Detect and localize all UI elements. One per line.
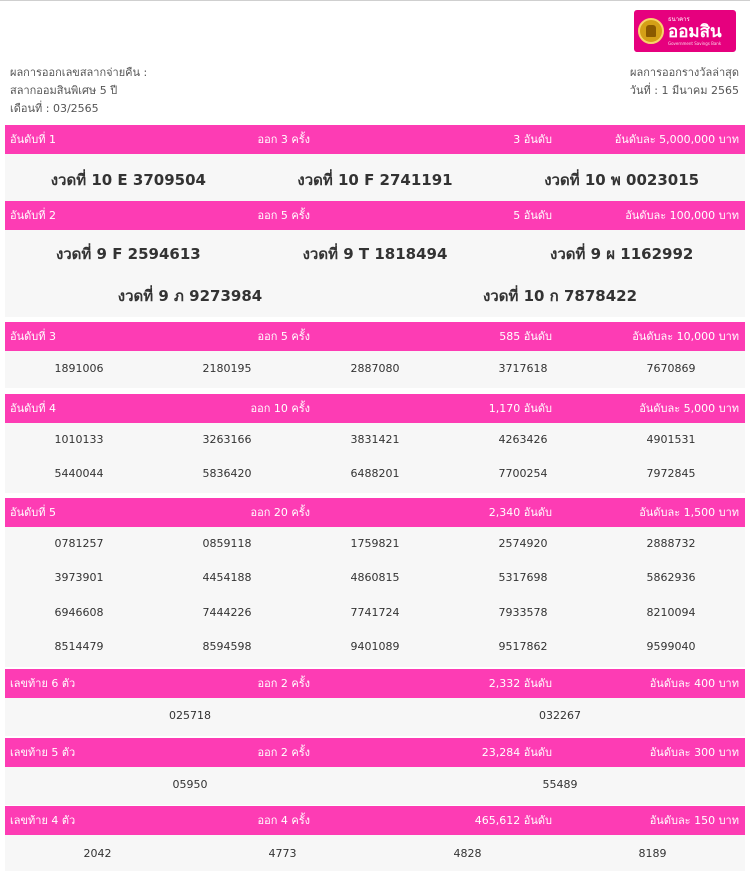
gsb-logo[interactable] <box>634 10 736 52</box>
prize-1-header <box>5 125 745 154</box>
winning-number: 7972845 <box>646 467 696 480</box>
winning-number: 5836420 <box>202 467 252 480</box>
winning-number: 9401089 <box>350 640 400 653</box>
prize-2-numbers <box>5 230 745 317</box>
prize-3-times: ออก 5 ครั้ง <box>257 330 310 343</box>
prize-5-numbers <box>5 527 745 667</box>
winning-number: 8594598 <box>202 640 252 653</box>
prize-5-row <box>5 640 745 654</box>
prize-4-row <box>5 467 745 481</box>
last6-count: 2,332 อันดับ <box>488 677 552 690</box>
latest-result-label: ผลการออกรางวัลล่าสุด <box>630 66 739 79</box>
winning-number: 5317698 <box>498 571 548 584</box>
prize-4-row <box>5 433 745 447</box>
last4-title: เลขท้าย 4 ตัว <box>10 814 76 827</box>
winning-number: 1891006 <box>54 362 104 375</box>
winning-number: 4860815 <box>350 571 400 584</box>
logo-name: ออมสิน <box>668 21 722 42</box>
winning-number: งวดที่ 10 ก 7878422 <box>482 287 638 305</box>
prize-2-row <box>5 244 745 264</box>
last4-amount: อันดับละ 150 บาท <box>649 814 739 827</box>
last4-row <box>5 847 745 861</box>
winning-number: 4901531 <box>646 433 696 446</box>
winning-number: 2180195 <box>202 362 252 375</box>
winning-number: 2887080 <box>350 362 400 375</box>
last6-header <box>5 669 745 698</box>
last5-count: 23,284 อันดับ <box>481 746 552 759</box>
winning-number: 1010133 <box>54 433 104 446</box>
winning-number: 4263426 <box>498 433 548 446</box>
last4-count: 465,612 อันดับ <box>474 814 552 827</box>
winning-number: 2574920 <box>498 537 548 550</box>
winning-number: 8210094 <box>646 606 696 619</box>
prize-2-row <box>5 286 745 306</box>
winning-number: งวดที่ 9 ภ 9273984 <box>117 287 263 305</box>
prize-3-header <box>5 322 745 351</box>
prize-2-header <box>5 201 745 230</box>
last6-numbers <box>5 698 745 736</box>
winning-number: 4773 <box>268 847 297 860</box>
winning-number: 9599040 <box>646 640 696 653</box>
last5-row <box>5 778 745 792</box>
prize-4-amount: อันดับละ 5,000 บาท <box>639 402 739 415</box>
winning-number: 3263166 <box>202 433 252 446</box>
last5-times: ออก 2 ครั้ง <box>257 746 310 759</box>
last5-header <box>5 738 745 767</box>
prize-4-times: ออก 10 ครั้ง <box>250 402 310 415</box>
prize-3-count: 585 อันดับ <box>499 330 552 343</box>
prize-4-numbers <box>5 423 745 493</box>
prize-5-amount: อันดับละ 1,500 บาท <box>639 506 739 519</box>
prize-1-row <box>5 170 745 190</box>
winning-number: งวดที่ 9 ผ 1162992 <box>550 245 694 263</box>
prize-2-times: ออก 5 ครั้ง <box>257 209 310 222</box>
winning-number: งวดที่ 9 T 1818494 <box>302 245 448 263</box>
winning-number: 3831421 <box>350 433 400 446</box>
winning-number: งวดที่ 9 F 2594613 <box>55 245 201 263</box>
winning-number: งวดที่ 10 E 3709504 <box>50 171 206 189</box>
prize-2-amount: อันดับละ 100,000 บาท <box>625 209 739 222</box>
prize-2-title: อันดับที่ 2 <box>10 209 56 222</box>
prize-4-count: 1,170 อันดับ <box>488 402 552 415</box>
winning-number: 2888732 <box>646 537 696 550</box>
prize-5-header <box>5 498 745 527</box>
winning-number: 032267 <box>539 709 581 722</box>
winning-number: 3973901 <box>54 571 104 584</box>
prize-5-count: 2,340 อันดับ <box>488 506 552 519</box>
latest-result-info <box>630 64 739 100</box>
prize-1-amount: อันดับละ 5,000,000 บาท <box>614 133 739 146</box>
winning-number: 9517862 <box>498 640 548 653</box>
info-line-title: ผลการออกเลขสลากจ่ายคืน : <box>10 66 148 79</box>
prize-5-row <box>5 606 745 620</box>
winning-number: งวดที่ 10 พ 0023015 <box>544 171 700 189</box>
winning-number: 0859118 <box>202 537 252 550</box>
winning-number: งวดที่ 10 F 2741191 <box>297 171 453 189</box>
winning-number: 7700254 <box>498 467 548 480</box>
last4-header <box>5 806 745 835</box>
prize-1-count: 3 อันดับ <box>513 133 552 146</box>
prize-3-row <box>5 362 745 376</box>
winning-number: 025718 <box>169 709 211 722</box>
winning-number: 4454188 <box>202 571 252 584</box>
prize-3-amount: อันดับละ 10,000 บาท <box>632 330 739 343</box>
prize-4-header <box>5 394 745 423</box>
top-divider <box>0 0 750 1</box>
lottery-info <box>10 64 147 118</box>
winning-number: 6946608 <box>54 606 104 619</box>
winning-number: 2042 <box>83 847 112 860</box>
last5-title: เลขท้าย 5 ตัว <box>10 746 76 759</box>
winning-number: 5440044 <box>54 467 104 480</box>
winning-number: 55489 <box>542 778 578 791</box>
winning-number: 8189 <box>638 847 667 860</box>
last6-times: ออก 2 ครั้ง <box>257 677 310 690</box>
info-line-month: เดือนที่ : 03/2565 <box>10 102 99 115</box>
info-line-product: สลากออมสินพิเศษ 5 ปี <box>10 84 118 97</box>
prize-1-title: อันดับที่ 1 <box>10 133 56 146</box>
winning-number: 7444226 <box>202 606 252 619</box>
prize-5-title: อันดับที่ 5 <box>10 506 56 519</box>
last5-numbers <box>5 767 745 805</box>
prize-3-numbers <box>5 351 745 388</box>
winning-number: 7933578 <box>498 606 548 619</box>
winning-number: 05950 <box>172 778 208 791</box>
prize-5-row <box>5 571 745 585</box>
last6-amount: อันดับละ 400 บาท <box>649 677 739 690</box>
winning-number: 6488201 <box>350 467 400 480</box>
winning-number: 7741724 <box>350 606 400 619</box>
logo-bank-label: ธนาคาร <box>668 15 690 23</box>
draw-date: วันที่ : 1 มีนาคม 2565 <box>629 84 739 97</box>
winning-number: 5862936 <box>646 571 696 584</box>
last6-title: เลขท้าย 6 ตัว <box>10 677 76 690</box>
gsb-seal-icon <box>638 18 664 44</box>
winning-number: 3717618 <box>498 362 548 375</box>
last5-amount: อันดับละ 300 บาท <box>649 746 739 759</box>
last4-times: ออก 4 ครั้ง <box>257 814 310 827</box>
last4-numbers <box>5 835 745 871</box>
prize-5-row <box>5 537 745 551</box>
prize-2-count: 5 อันดับ <box>513 209 552 222</box>
last6-row <box>5 709 745 723</box>
prize-4-title: อันดับที่ 4 <box>10 402 56 415</box>
prize-1-times: ออก 3 ครั้ง <box>257 133 310 146</box>
prize-3-title: อันดับที่ 3 <box>10 330 56 343</box>
prize-5-times: ออก 20 ครั้ง <box>250 506 310 519</box>
winning-number: 7670869 <box>646 362 696 375</box>
winning-number: 4828 <box>453 847 482 860</box>
logo-english-name: Government Savings Bank <box>668 40 722 46</box>
prize-1-numbers <box>5 154 745 201</box>
winning-number: 1759821 <box>350 537 400 550</box>
winning-number: 0781257 <box>54 537 104 550</box>
winning-number: 8514479 <box>54 640 104 653</box>
